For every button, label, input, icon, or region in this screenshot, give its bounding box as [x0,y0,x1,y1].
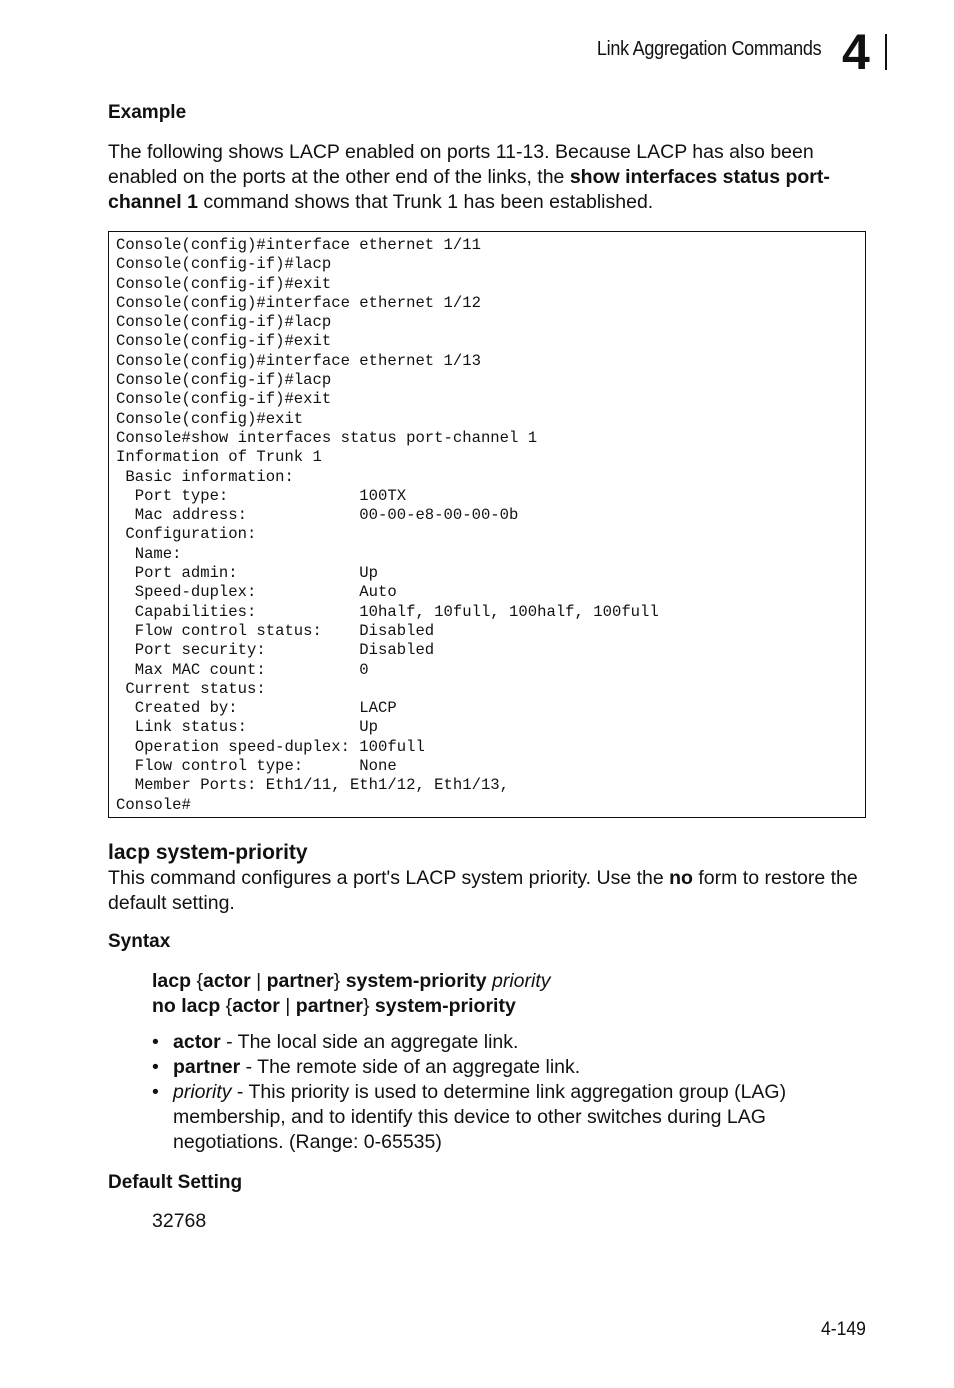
param-partner: • partner - The remote side of an aggregate link. [152,1056,581,1078]
default-setting-value: 32768 [152,1210,207,1232]
code-line: Name: [116,544,182,563]
code-line: Created by: LACP [116,699,397,718]
param-actor: • actor - The local side an aggregate link. [152,1031,519,1053]
chapter-number: 4 [842,24,870,80]
code-line: Console(config-if)#lacp [116,255,332,274]
example-heading: Example [108,102,187,123]
page-number: 4-149 [821,1318,866,1340]
code-line: Console(config-if)#exit [116,274,332,293]
running-header: Link Aggregation Commands [596,38,821,60]
code-line: Flow control status: Disabled [116,621,435,640]
code-line: Flow control type: None [116,757,397,776]
code-line: Console(config-if)#exit [116,390,332,409]
code-line: Console#show interfaces status port-channel 1 [116,428,538,447]
code-line: Console(config-if)#lacp [116,371,332,390]
code-line: Link status: Up [116,718,379,737]
code-line: Console(config)#exit [116,409,304,428]
code-line: Capabilities: 10half, 10full, 100half, 100full [116,602,659,621]
command-description: This command configures a port's LACP system priority. Use the no form to restore the default setting. [108,867,858,914]
code-line: Mac address: 00-00-e8-00-00-0b [116,506,519,525]
code-line: Console# [116,795,191,814]
code-line: Console(config)#interface ethernet 1/13 [116,351,481,370]
example-intro-command: show interfaces status port-channel 1 [108,166,830,213]
code-line: Current status: [116,679,266,698]
syntax-line-2: no lacp {actor | partner} system-priority [152,995,516,1017]
code-line: Operation speed-duplex: 100full [116,737,425,756]
bullet-icon: • [152,1031,159,1053]
syntax-line-1: lacp {actor | partner} system-priority priority [152,970,551,992]
code-line: Basic information: [116,467,294,486]
code-line: Port admin: Up [116,564,379,583]
bullet-icon: • [152,1081,159,1103]
bullet-icon: • [152,1056,159,1078]
param-priority: • priority - This priority is used to determine link aggregation group (LAG) membership, and to identify this device to other switches during LAG negotiations. (Range: 0-65535) [152,1081,787,1153]
code-line: Port security: Disabled [116,641,435,660]
code-line: Member Ports: Eth1/11, Eth1/12, Eth1/13, [116,776,510,795]
command-title: lacp system-priority [108,841,308,864]
example-intro: The following shows LACP enabled on ports 11-13. Because LACP has also been enabled on the ports at the other end of the links, the show interfaces status port-channel 1 command shows that Trunk 1 has been established. [108,141,830,213]
code-line: Configuration: [116,525,257,544]
code-line: Console(config)#interface ethernet 1/12 [116,293,481,312]
parameter-list [150,1030,850,1155]
syntax-heading: Syntax [108,931,171,952]
code-line: Console(config-if)#exit [116,332,332,351]
code-line: Console(config)#interface ethernet 1/11 [116,236,481,254]
code-line: Information of Trunk 1 [116,448,322,467]
chapter-divider [885,34,887,70]
code-line: Console(config-if)#lacp [116,313,332,332]
code-example [108,231,866,818]
default-setting-heading: Default Setting [108,1172,243,1193]
code-line: Port type: 100TX [116,486,407,505]
code-line: Max MAC count: 0 [116,660,369,679]
code-line: Speed-duplex: Auto [116,583,397,602]
